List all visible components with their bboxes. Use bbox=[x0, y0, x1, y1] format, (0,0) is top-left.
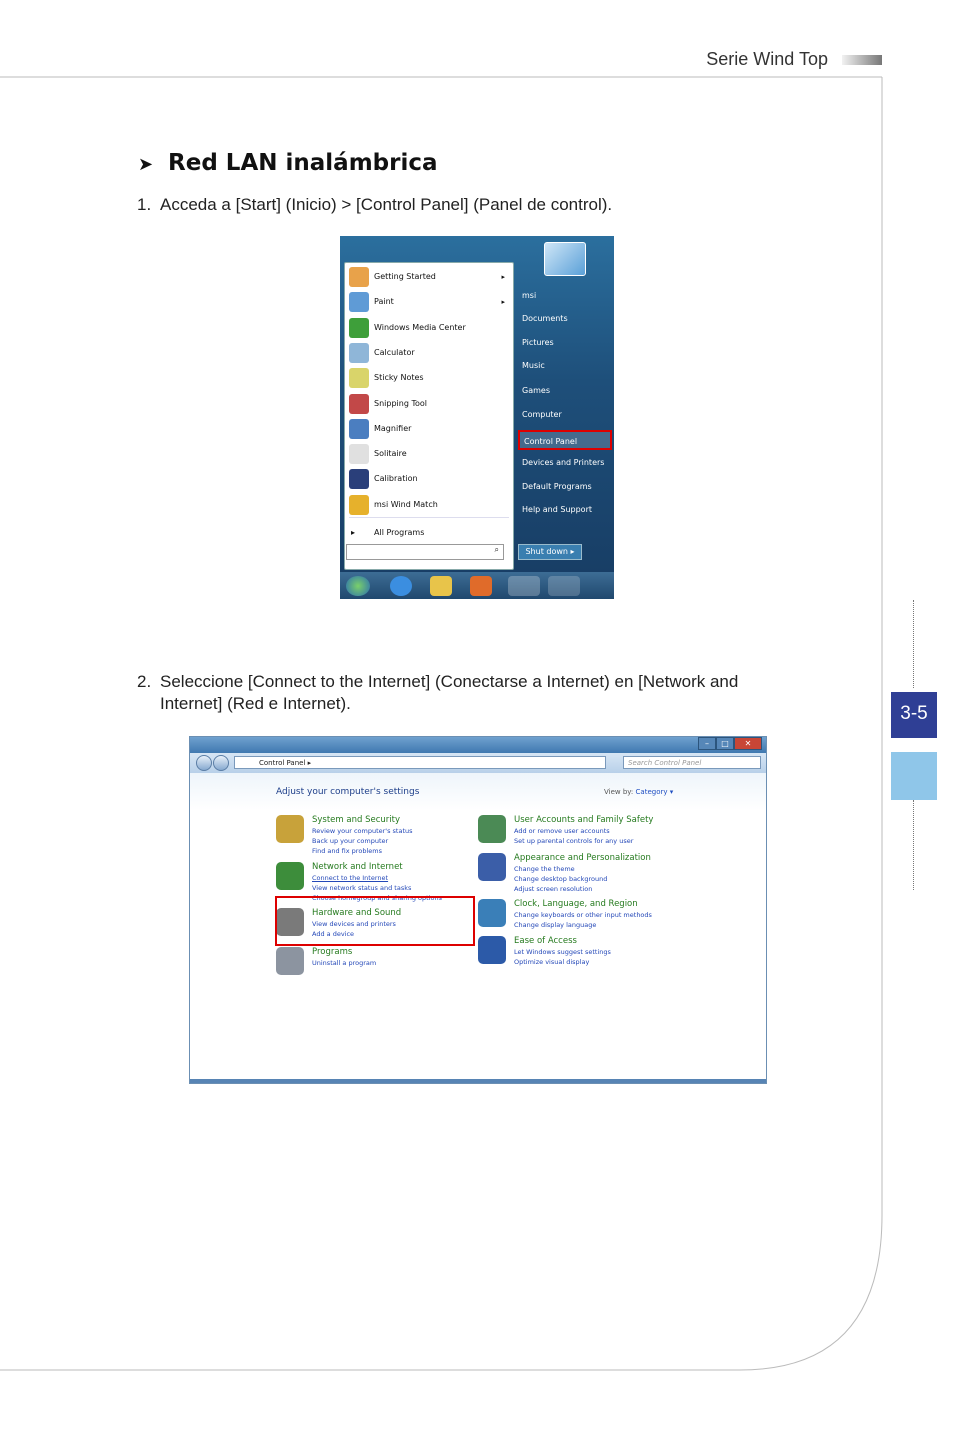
category-title[interactable]: System and Security bbox=[312, 815, 400, 825]
category-link[interactable]: Add or remove user accounts bbox=[514, 827, 610, 835]
step-number: 1. bbox=[137, 195, 152, 214]
breadcrumb: Control Panel bbox=[259, 759, 306, 767]
start-search-input[interactable] bbox=[346, 544, 504, 560]
program-item[interactable] bbox=[345, 265, 513, 289]
category-link[interactable]: Optimize visual display bbox=[514, 958, 590, 966]
control-panel-body bbox=[190, 773, 766, 1083]
category-link[interactable]: Change the theme bbox=[514, 865, 575, 873]
programs-icon bbox=[276, 947, 304, 975]
address-bar bbox=[190, 753, 766, 773]
window-bottom-border bbox=[190, 1079, 766, 1083]
step-text-line2: Internet] (Red e Internet). bbox=[160, 694, 351, 713]
start-menu-programs-pane bbox=[344, 262, 514, 570]
program-label: Getting Started bbox=[374, 272, 436, 281]
category-link[interactable]: Uninstall a program bbox=[312, 959, 377, 967]
solitaire-icon bbox=[349, 444, 369, 464]
category-link[interactable]: Change display language bbox=[514, 921, 597, 929]
media-center-icon bbox=[349, 318, 369, 338]
nav-buttons bbox=[196, 755, 230, 771]
category-title[interactable]: Ease of Access bbox=[514, 936, 577, 946]
all-programs-label: All Programs bbox=[374, 528, 425, 537]
view-by-dropdown[interactable]: Category ▾ bbox=[635, 788, 674, 796]
category-title[interactable]: Programs bbox=[312, 947, 353, 957]
media-player-icon[interactable] bbox=[470, 576, 492, 596]
category-title[interactable]: Network and Internet bbox=[312, 862, 403, 872]
minimize-icon[interactable]: – bbox=[698, 737, 716, 750]
chevron-right-icon: ▸ bbox=[501, 273, 505, 281]
internet-explorer-icon[interactable] bbox=[390, 576, 412, 596]
program-item[interactable] bbox=[345, 493, 513, 517]
category-link[interactable]: Adjust screen resolution bbox=[514, 885, 593, 893]
category bbox=[514, 853, 714, 894]
page-tab-accent bbox=[891, 752, 937, 800]
chevron-right-icon: ▸ bbox=[570, 547, 575, 556]
calculator-icon bbox=[349, 343, 369, 363]
category-link[interactable]: Connect to the Internet bbox=[312, 874, 389, 882]
maximize-icon[interactable]: □ bbox=[716, 737, 734, 750]
separator bbox=[349, 517, 509, 518]
getting-started-icon bbox=[349, 267, 369, 287]
program-label: Snipping Tool bbox=[374, 398, 427, 408]
paint-icon bbox=[349, 292, 369, 312]
step-text-line1: Seleccione [Connect to the Internet] (Conectarse a Internet) en [Network and bbox=[160, 672, 739, 691]
category-link[interactable]: Review your computer's status bbox=[312, 827, 413, 835]
category-title[interactable]: Hardware and Sound bbox=[312, 908, 402, 918]
category-link[interactable]: Add a device bbox=[312, 930, 355, 938]
start-menu-link[interactable]: Pictures bbox=[522, 338, 554, 347]
highlight-box bbox=[275, 896, 475, 946]
program-label: Magnifier bbox=[374, 423, 412, 433]
category-link[interactable]: Find and fix problems bbox=[312, 847, 382, 855]
address-path[interactable]: Control Panel ▸ bbox=[234, 756, 606, 769]
page-tab-dotted-line bbox=[913, 800, 914, 890]
taskbar bbox=[340, 572, 614, 599]
clock-language-icon bbox=[478, 899, 506, 927]
program-item[interactable] bbox=[345, 442, 513, 466]
category-link[interactable]: Back up your computer bbox=[312, 837, 389, 845]
program-item[interactable] bbox=[345, 417, 513, 441]
program-item[interactable] bbox=[345, 392, 513, 416]
program-label: Paint bbox=[374, 297, 394, 307]
start-menu-link[interactable]: Default Programs bbox=[522, 482, 592, 491]
program-label: Calculator bbox=[374, 347, 415, 357]
network-internet-icon bbox=[276, 862, 304, 890]
category-title[interactable]: Appearance and Personalization bbox=[514, 853, 651, 863]
category-link[interactable]: Change keyboards or other input methods bbox=[514, 911, 652, 919]
sticky-notes-icon bbox=[349, 368, 369, 388]
search-icon: ⌕ bbox=[494, 545, 499, 554]
start-menu-link[interactable]: Music bbox=[522, 361, 545, 370]
control-panel-taskbar-icon[interactable] bbox=[548, 576, 580, 596]
category bbox=[514, 899, 714, 930]
start-menu-link[interactable]: msi bbox=[522, 291, 537, 300]
program-label: Calibration bbox=[374, 474, 418, 484]
program-item[interactable] bbox=[345, 290, 513, 314]
close-icon[interactable]: ✕ bbox=[734, 737, 762, 750]
program-label: msi Wind Match bbox=[374, 499, 438, 509]
program-item[interactable] bbox=[345, 366, 513, 390]
category-link[interactable]: View devices and printers bbox=[312, 920, 396, 928]
category bbox=[514, 936, 714, 967]
shutdown-label: Shut down bbox=[525, 547, 568, 556]
start-menu-link[interactable]: Devices and Printers bbox=[522, 458, 605, 467]
section-title bbox=[138, 150, 438, 176]
magnifier-icon bbox=[349, 419, 369, 439]
calibration-icon bbox=[349, 469, 369, 489]
section-arrow-icon: ➤ bbox=[138, 154, 154, 175]
chevron-right-icon: ▸ bbox=[351, 528, 356, 537]
wind-match-icon bbox=[349, 495, 369, 515]
step-number: 2. bbox=[137, 672, 152, 691]
category-title[interactable]: User Accounts and Family Safety bbox=[514, 815, 654, 825]
program-label: Windows Media Center bbox=[374, 322, 466, 332]
category-link[interactable]: Choose homegroup and sharing options bbox=[312, 894, 442, 902]
step-2 bbox=[137, 671, 738, 715]
header-title: Serie Wind Top bbox=[706, 49, 828, 69]
category-link[interactable]: Change desktop background bbox=[514, 875, 608, 883]
appearance-icon bbox=[478, 853, 506, 881]
step-text: Acceda a [Start] (Inicio) > [Control Panel] (Panel de control). bbox=[160, 195, 613, 214]
title-bar bbox=[190, 737, 766, 753]
system-security-icon bbox=[276, 815, 304, 843]
category-title[interactable]: Clock, Language, and Region bbox=[514, 899, 638, 909]
page-tab-dotted-line bbox=[913, 600, 914, 688]
step-1 bbox=[137, 194, 612, 216]
program-item[interactable] bbox=[345, 316, 513, 340]
chevron-right-icon: ▸ bbox=[501, 298, 505, 307]
program-label: Sticky Notes bbox=[374, 373, 424, 383]
section-title-text: Red LAN inalámbrica bbox=[168, 150, 438, 176]
category bbox=[514, 815, 714, 846]
start-menu-screenshot bbox=[340, 236, 614, 599]
category-link[interactable]: Let Windows suggest settings bbox=[514, 948, 611, 956]
snipping-tool-icon bbox=[349, 394, 369, 414]
start-menu-link[interactable]: Computer bbox=[522, 410, 562, 419]
header-bar bbox=[842, 55, 882, 65]
start-menu-link[interactable]: Help and Support bbox=[522, 505, 592, 514]
start-menu-link[interactable]: Games bbox=[522, 386, 550, 395]
program-item[interactable] bbox=[345, 467, 513, 491]
user-picture bbox=[544, 242, 586, 276]
ease-of-access-icon bbox=[478, 936, 506, 964]
program-item[interactable] bbox=[345, 341, 513, 365]
page-title: Adjust your computer's settings bbox=[276, 787, 420, 797]
folder-icon[interactable] bbox=[430, 576, 452, 596]
start-menu-link[interactable]: Control Panel bbox=[518, 430, 612, 450]
page-number-tab: 3-5 bbox=[891, 692, 937, 738]
user-accounts-icon bbox=[478, 815, 506, 843]
category-link[interactable]: View network status and tasks bbox=[312, 884, 412, 892]
view-by-label: View by: bbox=[604, 788, 634, 796]
control-panel-window bbox=[189, 736, 767, 1084]
back-icon[interactable] bbox=[196, 755, 212, 771]
start-menu-link[interactable]: Documents bbox=[522, 314, 568, 323]
paint-taskbar-icon[interactable] bbox=[508, 576, 540, 596]
category-link[interactable]: Set up parental controls for any user bbox=[514, 837, 634, 845]
program-label: Solitaire bbox=[374, 449, 407, 459]
view-by bbox=[604, 788, 673, 796]
shutdown-button[interactable] bbox=[518, 544, 582, 560]
window-buttons bbox=[698, 737, 762, 749]
start-orb-icon[interactable] bbox=[346, 576, 370, 596]
search-input[interactable]: Search Control Panel bbox=[623, 756, 761, 769]
all-programs-item[interactable] bbox=[345, 521, 513, 545]
forward-icon[interactable] bbox=[213, 755, 229, 771]
